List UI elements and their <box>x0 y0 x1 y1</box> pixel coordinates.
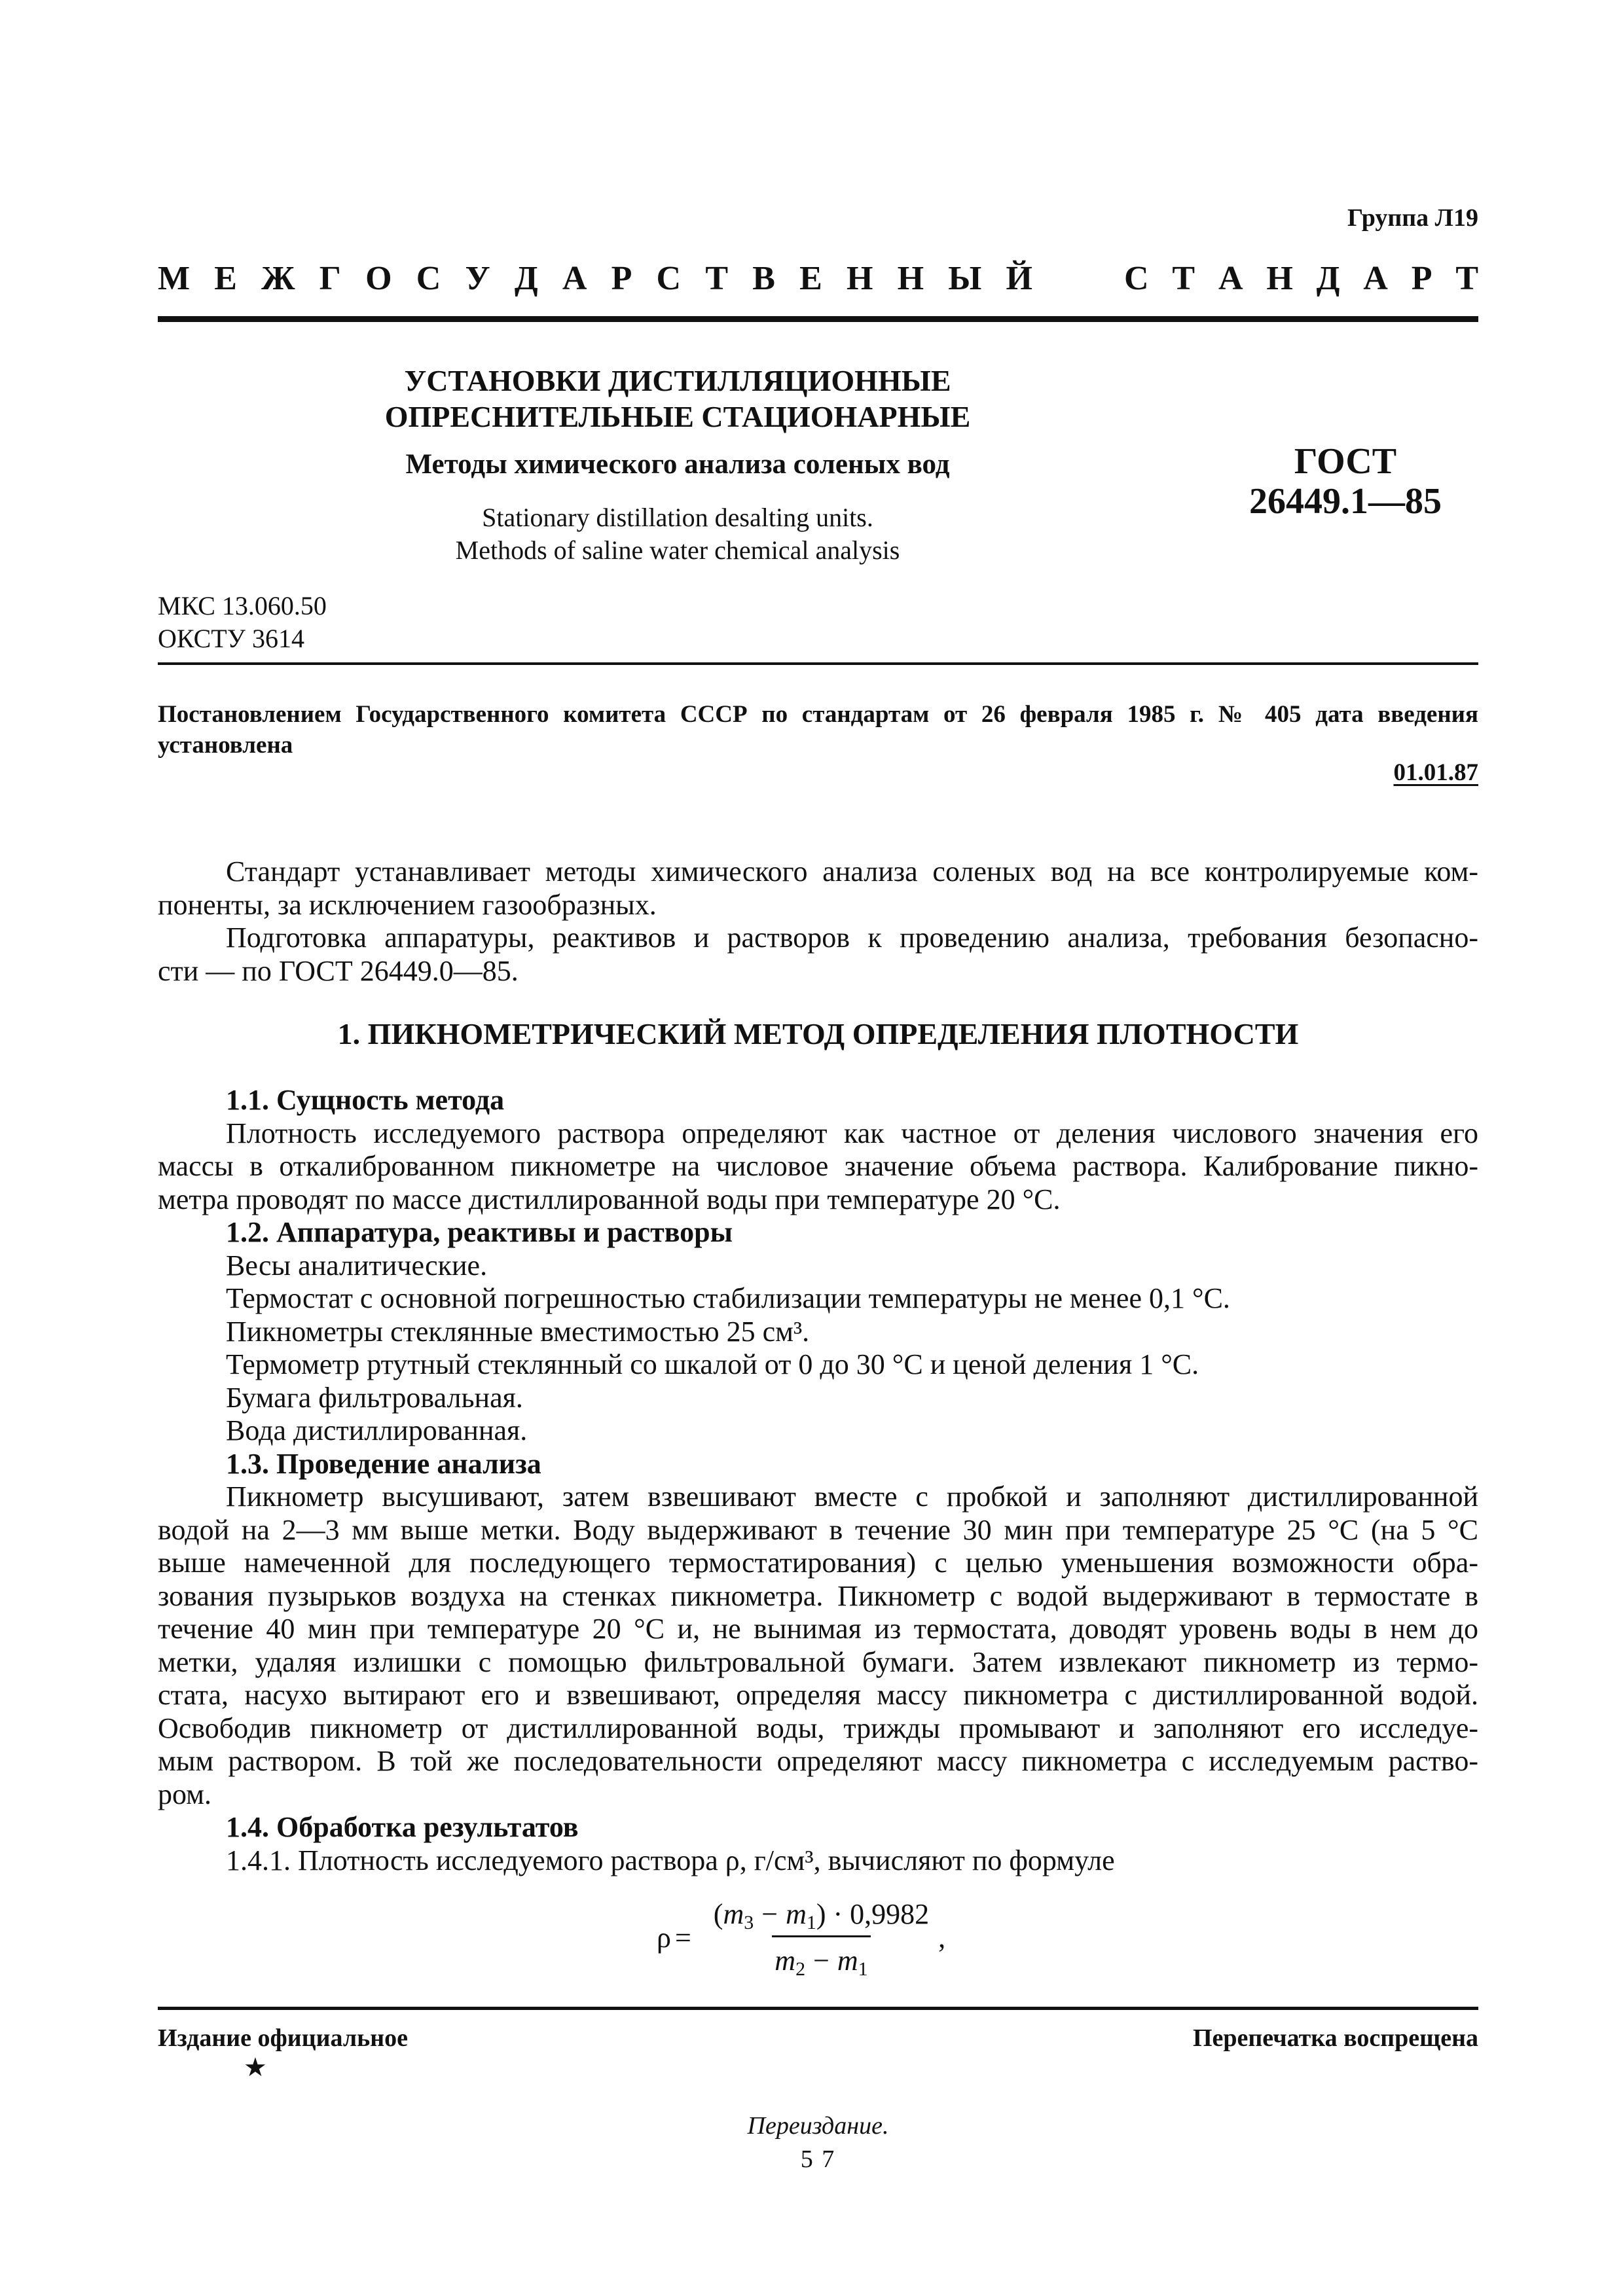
decree-line-1: Постановлением Государственного комитета СССР по стандартам от 26 февраля 1985 г. № 405 дата введения <box>158 701 1478 728</box>
standard-designation-number: 26449.1—85 <box>1249 481 1442 522</box>
formula-numerator <box>711 1896 932 1935</box>
body-line: Освободив пикнометр от дистиллированной воды, трижды промывают и заполняют его исследуе- <box>158 1712 1478 1744</box>
formula-lhs: ρ <box>657 1922 671 1954</box>
body-line: Плотность исследуемого раствора определяют как частное от деления числового значения его <box>226 1117 1478 1149</box>
intro-line: Стандарт устанавливает методы химического анализа соленых вод на все контролируемые ком- <box>226 855 1478 888</box>
numerator-sub-a: 3 <box>744 1912 754 1933</box>
intro-paragraphs <box>158 855 1478 988</box>
banner-word-standard: С Т А Н Д А Р Т <box>1124 260 1478 297</box>
subsection-heading: 1.4. Обработка результатов <box>226 1811 579 1843</box>
intro-line: сти — по ГОСТ 26449.0—85. <box>158 954 519 987</box>
section-body <box>158 1084 1478 1877</box>
body-line: водой на 2—3 мм выше метки. Воду выдерживают в течение 30 мин при температуре 25 °С (на 5 °С <box>158 1513 1478 1546</box>
body-line: метки, удаляя излишки с помощью фильтровальной бумаги. Затем извлекают пикнометр из термо- <box>158 1645 1478 1678</box>
denominator-sub-a: 2 <box>795 1958 806 1980</box>
reprint-prohibited-label: Перепечатка воспрещена <box>1192 2024 1478 2052</box>
numerator-minus: − <box>761 1898 778 1930</box>
denominator-sub-b: 1 <box>858 1958 868 1980</box>
intro-line: Подготовка аппаратуры, реактивов и растворов к проведению анализа, требования безопасно- <box>226 922 1478 954</box>
body-line: Пикнометры стеклянные вместимостью 25 см³. <box>226 1315 810 1348</box>
section-rule <box>158 662 1478 665</box>
document-subtitle: Методы химического анализа соленых вод <box>405 449 950 480</box>
standard-banner <box>158 259 1478 298</box>
body-line: течение 40 мин при температуре 20 °С и, не вынимая из термостата, доводят уровень воды в нем до <box>158 1613 1478 1645</box>
denominator-minus: − <box>813 1945 830 1977</box>
body-line: массы в откалиброванном пикнометре на числовое значение объема раствора. Калибрование пикно- <box>158 1150 1478 1182</box>
density-formula <box>657 1896 945 1979</box>
classification-codes <box>158 590 327 655</box>
star-icon: ★ <box>244 2053 267 2083</box>
section-heading: 1. ПИКНОМЕТРИЧЕСКИЙ МЕТОД ОПРЕДЕЛЕНИЯ ПЛОТНОСТИ <box>337 1017 1299 1050</box>
english-title-line-2: Methods of saline water chemical analysis <box>455 535 900 565</box>
subsection-heading: 1.2. Аппаратура, реактивы и растворы <box>226 1216 733 1248</box>
numerator-var-a: m <box>723 1898 744 1930</box>
english-title-line-1: Stationary distillation desalting units. <box>482 503 873 532</box>
body-line: выше намеченной для последующего термостатирования) с целью уменьшения возможности обра- <box>158 1547 1478 1579</box>
decree-statement <box>158 699 1478 761</box>
document-title-line-2: ОПРЕСНИТЕЛЬНЫЕ СТАЦИОНАРНЫЕ <box>384 400 971 433</box>
formula-trailing-comma: , <box>938 1922 946 1954</box>
numerator-open: ( <box>713 1898 723 1930</box>
subsection-heading: 1.3. Проведение анализа <box>226 1447 541 1480</box>
decree-line-2: установлена <box>158 732 293 759</box>
body-line: ром. <box>158 1778 212 1810</box>
official-edition-label: Издание официальное <box>158 2024 409 2052</box>
formula-equals: = <box>674 1922 691 1954</box>
reissue-note: Переиздание. <box>747 2112 889 2140</box>
numerator-close: ) · 0,9982 <box>816 1898 930 1930</box>
denominator-var-a: m <box>775 1945 796 1977</box>
standard-designation-name: ГОСТ <box>1294 441 1397 482</box>
group-code: Группа Л19 <box>1347 204 1478 232</box>
numerator-sub-b: 1 <box>806 1912 816 1933</box>
body-line: Весы аналитические. <box>226 1249 488 1282</box>
page-number: 5 7 <box>800 2145 836 2173</box>
body-line: зования пузырьков воздуха на стенках пикнометра. Пикнометр с водой выдерживают в термостате в <box>158 1579 1478 1612</box>
header-rule <box>158 316 1478 322</box>
footer-rule <box>158 2007 1478 2010</box>
formula-fraction <box>711 1896 932 1979</box>
numerator-var-b: m <box>786 1898 807 1930</box>
mks-code: МКС 13.060.50 <box>158 591 327 620</box>
formula-denominator <box>772 1935 870 1979</box>
body-line: Бумага фильтровальная. <box>226 1381 523 1414</box>
body-line: 1.4.1. Плотность исследуемого раствора ρ, г/см³, вычисляют по формуле <box>226 1844 1115 1876</box>
banner-word-interstate: М Е Ж Г О С У Д А Р С Т В Е Н Н Ы Й <box>158 260 1032 297</box>
document-title-line-1: УСТАНОВКИ ДИСТИЛЛЯЦИОННЫЕ <box>404 364 951 397</box>
body-line: Пикнометр высушивают, затем взвешивают вместе с пробкой и заполняют дистиллированной <box>226 1480 1478 1513</box>
body-line: Термостат с основной погрешностью стабилизации температуры не менее 0,1 °С. <box>226 1282 1230 1314</box>
subsection-heading: 1.1. Сущность метода <box>226 1084 505 1116</box>
introduction-date: 01.01.87 <box>1393 759 1478 786</box>
body-line: мым раствором. В той же последовательности определяют массу пикнометра с исследуемым раство- <box>158 1745 1478 1777</box>
denominator-var-b: m <box>837 1945 858 1977</box>
intro-line: поненты, за исключением газообразных. <box>158 888 657 921</box>
body-line: метра проводят по массе дистиллированной воды при температуре 20 °С. <box>158 1183 1061 1215</box>
body-line: стата, насухо вытирают его и взвешивают, определяя массу пикнометра с дистиллированной водой. <box>158 1679 1478 1711</box>
body-line: Термометр ртутный стеклянный со шкалой от 0 до 30 °С и ценой деления 1 °С. <box>226 1348 1199 1380</box>
body-line: Вода дистиллированная. <box>226 1414 528 1446</box>
okstu-code: ОКСТУ 3614 <box>158 624 305 653</box>
